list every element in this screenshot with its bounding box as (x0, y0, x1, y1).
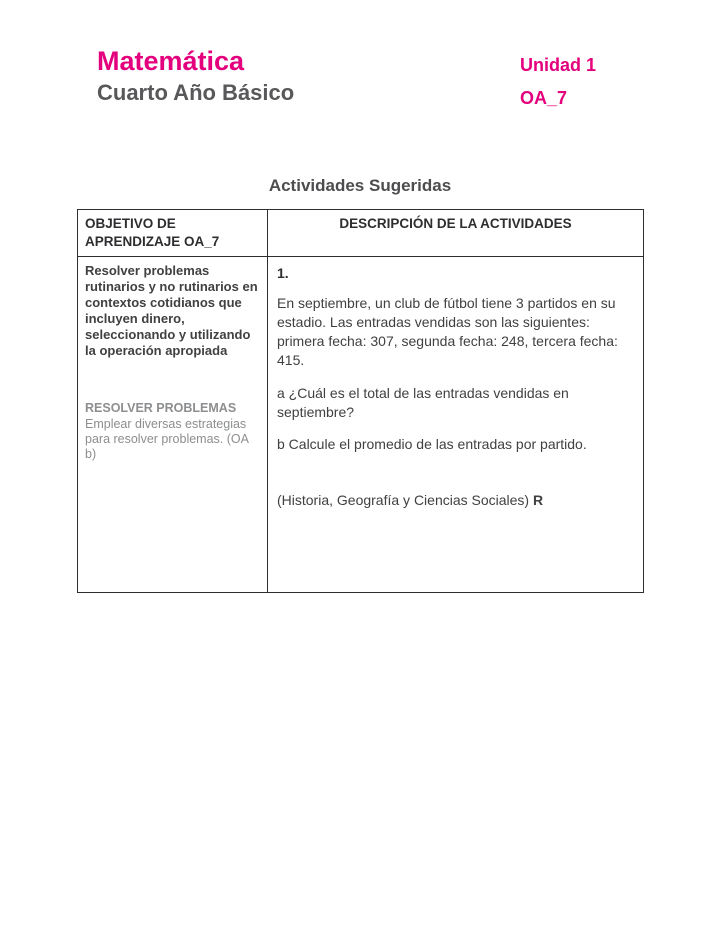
subject-title: Matemática (97, 46, 245, 76)
header-left-block (97, 46, 294, 107)
header-right-block (520, 46, 596, 109)
document-header (0, 0, 720, 109)
skill-description: Emplear diversas estrategias para resolver problemas. (OA b) (85, 417, 249, 461)
grade-subtitle: Cuarto Año Básico (97, 80, 295, 105)
reference-text: (Historia, Geografía y Ciencias Sociales) (277, 492, 530, 508)
activity-reference (277, 491, 633, 510)
objective-column-header: OBJETIVO DE APRENDIZAJE OA_7 (78, 210, 268, 257)
reference-suffix: R (533, 492, 544, 508)
skill-title: RESOLVER PROBLEMAS (85, 401, 237, 415)
table-header-row (78, 210, 644, 257)
activity-question-a: a ¿Cuál es el total de las entradas vendidas en septiembre? (277, 385, 569, 420)
section-title: Actividades Sugeridas (268, 176, 452, 195)
activities-table (77, 209, 644, 593)
description-column-header: DESCRIPCIÓN DE LA ACTIVIDADES (268, 210, 644, 257)
table-row (78, 257, 644, 593)
objective-cell (78, 257, 268, 593)
activity-question-b: b Calcule el promedio de las entradas por partido. (277, 436, 587, 452)
activity-statement: En septiembre, un club de fútbol tiene 3 partidos en su estadio. Las entradas vendidas son las siguientes: primera fecha: 307, segunda fecha: 248, tercera fecha: 415. (277, 295, 618, 368)
activity-description-cell (268, 257, 644, 593)
skill-block (85, 401, 255, 462)
oa-code-label: OA_7 (519, 88, 568, 108)
activity-number: 1. (277, 265, 289, 281)
learning-objective-text: Resolver problemas rutinarios y no rutinarios en contextos cotidianos que incluyen dinero, seleccionando y utilizando la operación apropiada (85, 263, 258, 358)
unit-label: Unidad 1 (519, 55, 596, 75)
